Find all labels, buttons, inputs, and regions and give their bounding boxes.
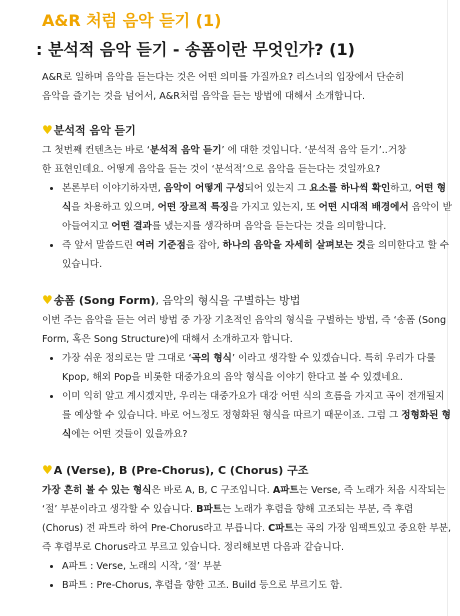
section1-heading: [42, 120, 452, 141]
list-item: • B파트 : Pre-Chorus, 후렴을 향한 고조. Build 등으로 부르기도 함.: [62, 576, 452, 595]
section2-subtitle: , 음악의 형식을 구별하는 방법: [155, 294, 301, 307]
text-run: 는 Verse, 즉 노래가 처음 시작되는 ‘절’ 부분이라고 생각할 수 있습니다.: [42, 485, 446, 515]
yellow-heart-icon: ♥: [42, 293, 53, 307]
bold-text: 하나의 음악을 자세히 살펴보는 것: [222, 240, 366, 251]
document-page: [36, 10, 452, 595]
bold-text: 음악이 어떻게 구성: [163, 183, 245, 194]
section1-para-start: 그 첫번째 컨텐츠는 바로 ‘: [42, 145, 150, 156]
bold-text: C파트: [268, 523, 294, 534]
text-run: 가장 쉬운 정의로는 말 그대로 ‘: [62, 353, 192, 364]
section1-para2: 한 표현인데요. 어떻게 음악을 듣는 것이 ‘분석적’으로 음악을 듣는다는 것일까요?: [42, 164, 381, 175]
section3-bullets: [42, 557, 452, 595]
section1-bullets: [42, 179, 452, 274]
bold-text: 정형화된 형식: [62, 410, 451, 440]
text-run: 하고,: [390, 183, 415, 194]
text-run: 를 냈는지를 생각하며 음악을 듣는다는 것을 의미합니다.: [151, 221, 387, 232]
list-item: [62, 236, 452, 274]
text-run: 을 가지고 있는지, 또: [229, 202, 319, 213]
bold-text: 어떤 시대적 배경에서: [318, 202, 409, 213]
list-item: • A파트 : Verse, 노래의 시작, ‘절’ 부분: [62, 557, 452, 576]
bold-text: 곡의 형식: [191, 353, 232, 364]
yellow-heart-icon: ♥: [42, 123, 53, 137]
text-run: 이미 익히 알고 계시겠지만, 우리는 대중가요가 대강 어떤 식의 흐름을 가지고 곡이 전개될지를 예상할 수 있습니다. 바로 어느정도 정형화된 형식을 따르기 때문이죠. 그럼 그: [62, 391, 445, 421]
text-run: 는 노래가 후렴을 향해 고조되는 부분, 즉 후렴(Chorus) 전 파트라 하여 Pre-Chorus라고 부릅니다.: [42, 504, 414, 534]
bold-text: B파트: [196, 504, 223, 515]
list-item: [62, 387, 452, 444]
article-heading: : 분석적 음악 듣기 - 송폼이란 무엇인가? (1): [36, 40, 355, 59]
bold-text: 요소를 하나씩 확인: [309, 183, 391, 194]
section1-para: [42, 141, 452, 160]
section2-para: 이번 주는 음악을 듣는 여러 방법 중 가장 기초적인 음악의 형식을 구별하는 방법, 즉 ‘송폼 (Song Form, 혹은 Song Structure)에 대해서 소개하고자 합니다.: [42, 315, 447, 345]
section1-para-rest: ’ 에 대한 것입니다. ‘분석적 음악 듣기’..거창: [221, 145, 407, 156]
text-run: 는 곡의 가장 임팩트있고 중요한 부분, 즉 후렴부로 Chorus라고 부르고 있습니다. 정리해보면 다음과 같습니다.: [42, 523, 451, 553]
section2-title: 송폼 (Song Form): [53, 294, 156, 307]
page-title: A&R 처럼 음악 듣기 (1): [42, 11, 222, 30]
text-run: 을 차용하고 있으며,: [71, 202, 158, 213]
text-run: 은 바로 A, B, C 구조입니다.: [151, 485, 273, 496]
intro-line-2: 음악을 즐기는 것을 넘어서, A&R처럼 음악을 듣는 방법에 대해서 소개합니다.: [42, 91, 366, 102]
section3-para: [42, 481, 452, 557]
section3-title: A (Verse), B (Pre-Chorus), C (Chorus) 구조: [53, 464, 309, 477]
yellow-heart-icon: ♥: [42, 463, 53, 477]
bold-text: 어떤 결과: [111, 221, 152, 232]
bold-text: 여러 기준점: [136, 240, 186, 251]
list-item: [62, 179, 452, 236]
text-run: 을 잡아,: [185, 240, 223, 251]
text-run: 음악이 받아들여지고: [62, 202, 452, 232]
section2-heading: [42, 290, 452, 311]
section2-bullets: [42, 349, 452, 444]
text-run: 을 의미한다고 할 수 있습니다.: [62, 240, 450, 270]
text-run: 본론부터 이야기하자면,: [62, 183, 164, 194]
section1-para-bold: 분석적 음악 듣기: [149, 145, 222, 156]
text-run: ’ 이라고 생각할 수 있겠습니다. 특히 우리가 다룰 Kpop, 해외 Pop을 비롯한 대중가요의 음악 형식을 이야기 한다고 볼 수 있겠네요.: [62, 353, 436, 383]
bold-text: 가장 흔히 볼 수 있는 형식: [42, 485, 152, 496]
bold-text: A파트: [272, 485, 299, 496]
list-item: [62, 349, 452, 387]
section3-heading: [42, 460, 452, 481]
bold-text: 어떤 형식: [62, 183, 447, 213]
section1-title: 분석적 음악 듣기: [53, 124, 136, 137]
text-run: 에는 어떤 것들이 있을까요?: [71, 429, 188, 440]
bold-text: 어떤 장르적 특징: [157, 202, 230, 213]
text-run: 되어 있는지 그: [244, 183, 310, 194]
intro-line-1: A&R로 일하며 음악을 듣는다는 것은 어떤 의미를 가질까요? 리스너의 입장에서 단순히: [42, 72, 405, 83]
text-run: 즉 앞서 말씀드린: [62, 240, 137, 251]
